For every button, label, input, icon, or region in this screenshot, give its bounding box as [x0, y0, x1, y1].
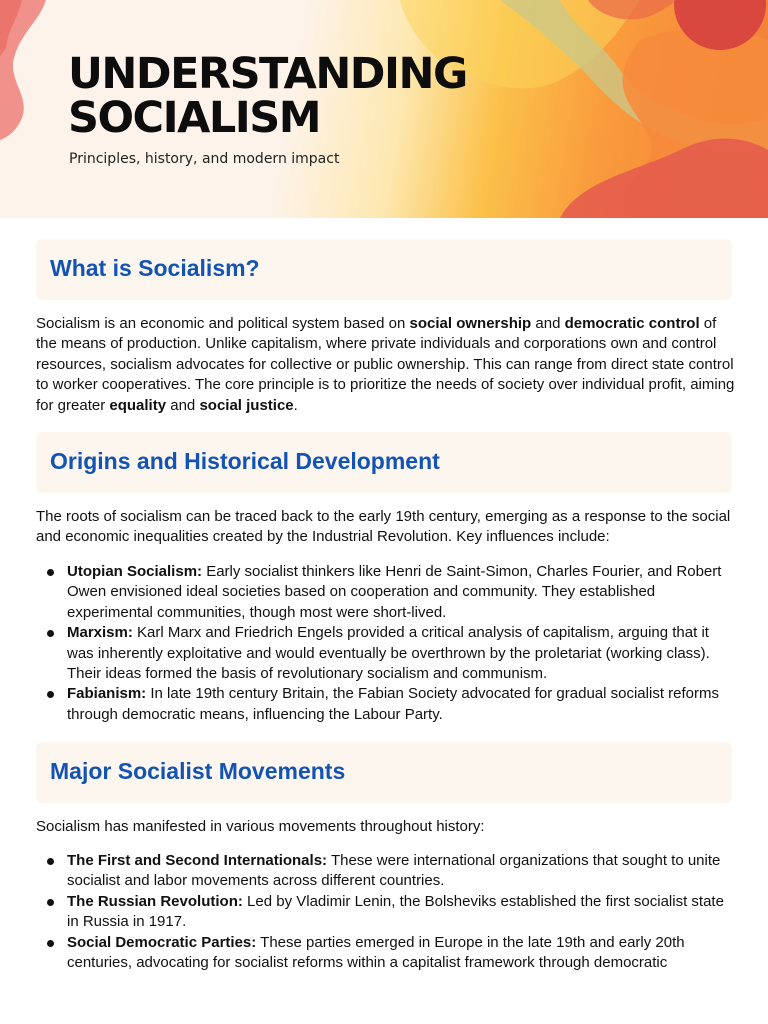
list-item [36, 623, 736, 684]
section-header-what-is-socialism [36, 239, 732, 300]
body-bold-text: social justice [199, 396, 294, 414]
section-heading: Major Socialist Movements [50, 758, 346, 784]
list-item-term: The Russian Revolution: [67, 892, 243, 910]
bullet-icon [47, 858, 54, 865]
body-bold-text: equality [109, 396, 167, 414]
section-header-major-movements [36, 742, 732, 803]
bullet-icon [47, 691, 54, 698]
list-item-term: Utopian Socialism: [67, 563, 203, 580]
section-intro-movements: Socialism has manifested in various movements throughout history: [36, 818, 485, 835]
hero-banner [0, 0, 768, 218]
section-body-what-is-socialism [36, 314, 736, 416]
list-item-text: Led by Vladimir Lenin, the Bolsheviks established the first socialist state in Russia in 1917. [67, 892, 724, 931]
body-text: and [166, 396, 200, 414]
list-item-text: These parties emerged in Europe in the late 19th and early 20th centuries, advocating for socialist reforms within a capitalist framework through democratic [67, 933, 685, 972]
bullet-icon [47, 899, 54, 906]
origins-bullet-list [36, 562, 736, 725]
list-item [36, 933, 736, 974]
list-item-term: Marxism: [67, 624, 133, 642]
bullet-icon [47, 940, 54, 947]
section-intro-origins: The roots of socialism can be traced back to the early 19th century, emerging as a response to the social and economic inequalities created by the Industrial Revolution. Key influences include: [36, 508, 731, 546]
list-item [36, 684, 736, 725]
body-text: of the means of production. Unlike capitalism, where private individuals and corporations own and control resources, socialism advocates for collective or public ownership. This can range from direct state control to worker cooperatives. The core principle is to prioritize the needs of society over individual profit, aiming for greater [36, 315, 735, 414]
section-header-origins [36, 432, 732, 493]
bullet-icon [47, 569, 54, 576]
list-item [36, 851, 736, 892]
body-bold-text: social ownership [409, 315, 532, 332]
list-item-term: Social Democratic Parties: [67, 933, 257, 951]
title-line-2: SOCIALISM [68, 93, 321, 143]
document-title [68, 49, 588, 143]
list-item-text: Karl Marx and Friedrich Engels provided a critical analysis of capitalism, arguing that it was inherently exploitative and would eventually be overthrown by the proletariat (working class). Their ideas formed the basis of revolutionary socialism and communism. [67, 624, 710, 683]
body-text: and [531, 315, 565, 332]
body-text: Socialism is an economic and political system based on [36, 315, 410, 332]
body-text: . [293, 396, 298, 414]
bullet-icon [47, 630, 54, 637]
list-item-text: In late 19th century Britain, the Fabian Society advocated for gradual socialist reforms through democratic means, influencing the Labour Party. [67, 685, 719, 723]
list-item [36, 562, 736, 623]
list-item-term: Fabianism: [67, 685, 147, 703]
movements-bullet-list [36, 851, 736, 973]
document-subtitle: Principles, history, and modern impact [69, 151, 340, 167]
body-bold-text: democratic control [564, 315, 700, 332]
list-item-text: Early socialist thinkers like Henri de Saint-Simon, Charles Fourier, and Robert Owen envisioned ideal societies based on cooperation and community. They established experimental communities, though most were short-lived. [67, 563, 722, 621]
list-item-text: These were international organizations that sought to unite socialist and labor movements across different countries. [67, 852, 721, 890]
section-heading: Origins and Historical Development [50, 448, 440, 474]
list-item-term: The First and Second Internationals: [67, 852, 328, 869]
section-heading: What is Socialism? [50, 255, 260, 281]
list-item [36, 892, 736, 933]
title-line-1: UNDERSTANDING [68, 49, 467, 99]
